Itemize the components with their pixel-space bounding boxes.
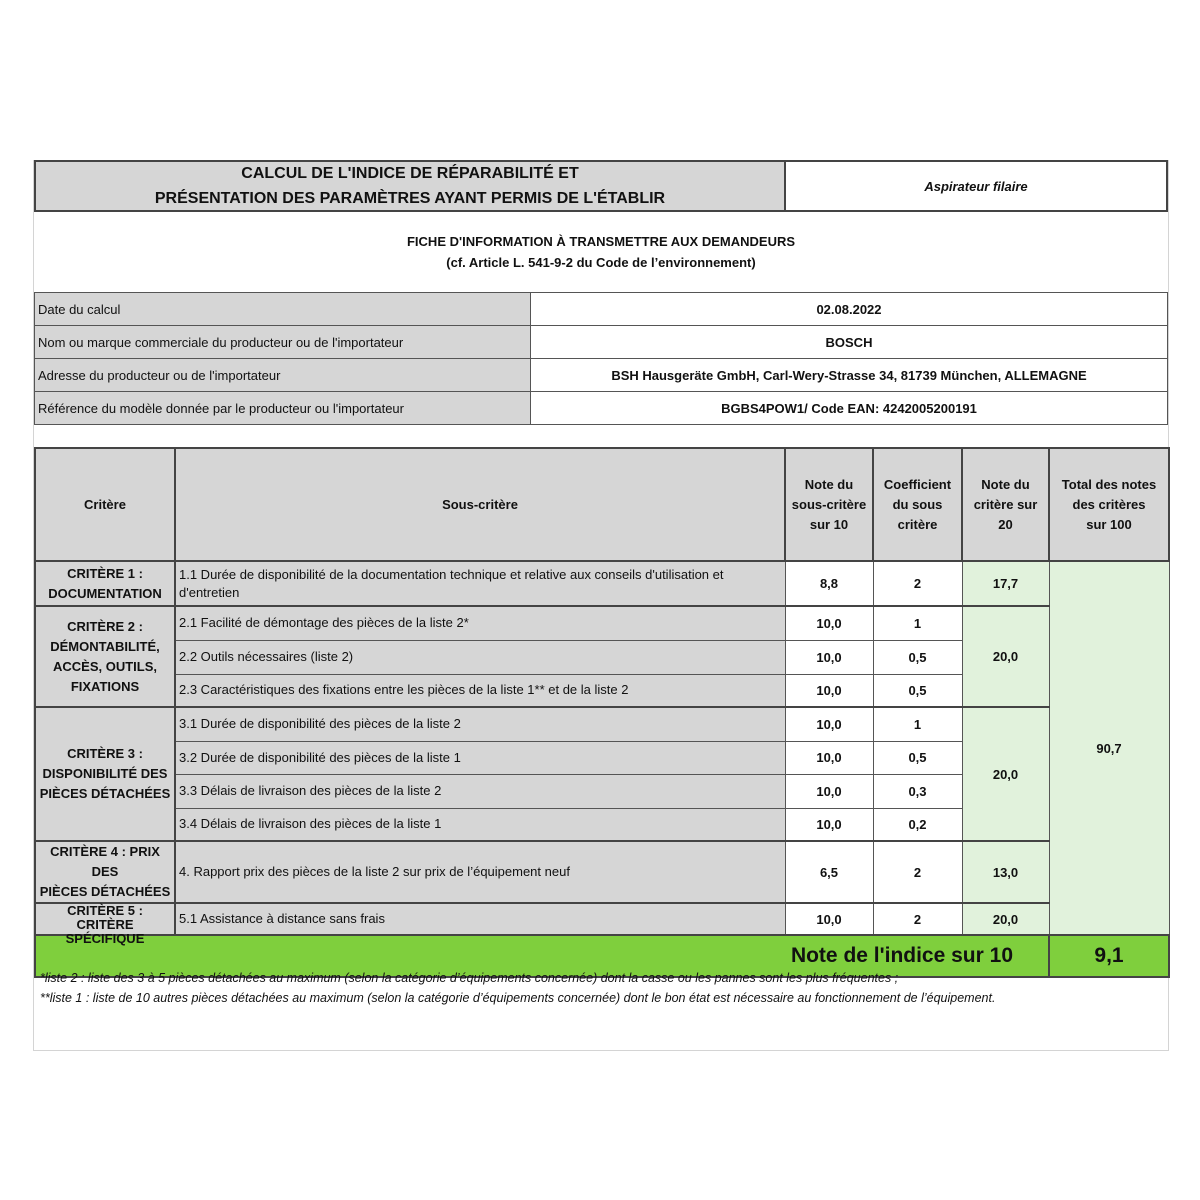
criterion-score: 20,0 <box>962 903 1049 935</box>
score-table-header <box>35 448 1169 561</box>
info-label: Nom ou marque commerciale du producteur ou de l'importateur <box>35 326 531 359</box>
title-line-2: PRÉSENTATION DES PARAMÈTRES AYANT PERMIS DE L'ÉTABLIR <box>154 190 666 207</box>
criterion-line: DISPONIBILITÉ DES <box>42 766 168 781</box>
criterion-name <box>35 707 175 841</box>
info-label: Référence du modèle donnée par le producteur ou l'importateur <box>35 392 531 425</box>
header-line: critère sur <box>973 496 1038 512</box>
criterion-line: DÉMONTABILITÉ, <box>50 638 160 654</box>
fiche-heading <box>34 212 1168 292</box>
subcriterion-label: 3.3 Délais de livraison des pièces de la liste 2 <box>175 774 785 808</box>
col-header-coefficient <box>873 448 962 561</box>
criterion-name <box>35 561 175 606</box>
subcriterion-label: 4. Rapport prix des pièces de la liste 2 sur prix de l’équipement neuf <box>175 841 785 903</box>
criterion-score: 13,0 <box>962 841 1049 903</box>
subcriterion-note: 6,5 <box>785 841 873 903</box>
document-title <box>34 160 784 212</box>
subcriterion-note: 10,0 <box>785 640 873 674</box>
total-score-100: 90,7 <box>1049 561 1169 935</box>
criterion-line: CRITÈRE 3 : <box>67 746 143 761</box>
criterion-line: ACCÈS, OUTILS, <box>52 658 157 674</box>
subcriterion-label: 2.2 Outils nécessaires (liste 2) <box>175 640 785 674</box>
fiche-line-1: FICHE D'INFORMATION À TRANSMETTRE AUX DEMANDEURS <box>406 234 796 249</box>
subcriterion-label: 5.1 Assistance à distance sans frais <box>175 903 785 935</box>
col-header-sous-critere: Sous-critère <box>175 448 785 561</box>
criterion-line: CRITÈRE 4 : PRIX DES <box>50 844 160 879</box>
col-header-total <box>1049 448 1169 561</box>
info-value: BSH Hausgeräte GmbH, Carl-Wery-Strasse 34, 81739 München, ALLEMAGNE <box>531 359 1168 392</box>
table-row <box>35 707 1169 741</box>
info-row-address <box>35 359 1168 392</box>
info-label: Adresse du producteur ou de l'importateur <box>35 359 531 392</box>
criterion-line: SPÉCIFIQUE <box>65 931 145 946</box>
subcriterion-note: 10,0 <box>785 903 873 935</box>
criterion-score: 17,7 <box>962 561 1049 606</box>
col-header-critere: Critère <box>35 448 175 561</box>
subcriterion-label: 3.4 Délais de livraison des pièces de la liste 1 <box>175 808 785 841</box>
subcriterion-coef: 0,5 <box>873 741 962 774</box>
subcriterion-coef: 2 <box>873 903 962 935</box>
subcriterion-label: 2.1 Facilité de démontage des pièces de la liste 2* <box>175 606 785 640</box>
criterion-line: FIXATIONS <box>70 678 140 694</box>
subcriterion-coef: 1 <box>873 707 962 741</box>
criterion-line: DOCUMENTATION <box>48 585 162 601</box>
table-row <box>35 561 1169 606</box>
subcriterion-note: 10,0 <box>785 707 873 741</box>
info-value: 02.08.2022 <box>531 293 1168 326</box>
subcriterion-coef: 0,5 <box>873 674 962 707</box>
subcriterion-label: 2.3 Caractéristiques des fixations entre les pièces de la liste 1** et de la liste 2 <box>175 674 785 707</box>
header-line: Note du <box>981 476 1030 492</box>
info-row-date <box>35 293 1168 326</box>
criterion-score: 20,0 <box>962 606 1049 707</box>
table-row <box>35 606 1169 640</box>
subcriterion-label: 3.1 Durée de disponibilité des pièces de la liste 2 <box>175 707 785 741</box>
product-type <box>784 160 1168 212</box>
criterion-line: CRITÈRE 1 : <box>67 565 143 581</box>
criterion-name <box>35 841 175 903</box>
header-line: Note du <box>804 476 854 492</box>
title-line-1: CALCUL DE L'INDICE DE RÉPARABILITÉ ET <box>241 165 579 182</box>
subcriterion-coef: 0,2 <box>873 808 962 841</box>
col-header-note-sous-critere <box>785 448 873 561</box>
subcriterion-note: 10,0 <box>785 674 873 707</box>
header-line: Coefficient <box>883 476 952 492</box>
header-line: des critères <box>1072 496 1146 512</box>
criterion-name-clip <box>38 903 172 946</box>
subcriterion-coef: 0,3 <box>873 774 962 808</box>
footnote: **liste 1 : liste de 10 autres pièces détachées au maximum (selon la catégorie d’équipements concernée) dont le bon état est nécessaire au fonctionnement de l’équipement. <box>40 991 996 1005</box>
criterion-name <box>35 606 175 707</box>
subcriterion-note: 8,8 <box>785 561 873 606</box>
subcriterion-note: 10,0 <box>785 774 873 808</box>
subcriterion-coef: 1 <box>873 606 962 640</box>
subcriterion-note: 10,0 <box>785 741 873 774</box>
header-line: sur 10 <box>809 516 849 532</box>
subcriterion-coef: 2 <box>873 561 962 606</box>
criterion-line: CRITÈRE 5 : CRITÈRE <box>67 903 143 932</box>
info-row-reference <box>35 392 1168 425</box>
criterion-line: PIÈCES DÉTACHÉES <box>39 786 171 801</box>
subcriterion-coef: 2 <box>873 841 962 903</box>
product-type-label: Aspirateur filaire <box>924 178 1028 194</box>
header-line: sous-critère <box>791 496 867 512</box>
table-row <box>35 903 1169 935</box>
info-value: BGBS4POW1/ Code EAN: 4242005200191 <box>531 392 1168 425</box>
info-value: BOSCH <box>531 326 1168 359</box>
criterion-line: CRITÈRE 2 : <box>67 618 143 634</box>
subcriterion-label: 1.1 Durée de disponibilité de la documentation technique et relative aux conseils d'utilisation et d'entretien <box>175 561 785 606</box>
col-header-note-critere <box>962 448 1049 561</box>
final-score-label: Note de l'indice sur 10 <box>35 935 1049 977</box>
header-line: Total des notes <box>1061 476 1157 492</box>
info-label: Date du calcul <box>35 293 531 326</box>
criterion-score: 20,0 <box>962 707 1049 841</box>
subcriterion-label: 3.2 Durée de disponibilité des pièces de la liste 1 <box>175 741 785 774</box>
header-line: critère <box>897 516 938 532</box>
criterion-name <box>35 903 175 946</box>
final-score-value: 9,1 <box>1049 935 1169 977</box>
table-row <box>35 841 1169 903</box>
producer-info-table <box>34 292 1168 425</box>
footnotes <box>40 968 1168 1008</box>
header-line: sur 100 <box>1086 516 1132 532</box>
subcriterion-note: 10,0 <box>785 606 873 640</box>
subcriterion-coef: 0,5 <box>873 640 962 674</box>
info-row-brand <box>35 326 1168 359</box>
criterion-line: PIÈCES DÉTACHÉES <box>39 884 171 899</box>
footnote: *liste 2 : liste des 3 à 5 pièces détachées au maximum (selon la catégorie d’équipements concernée) dont la casse ou les pannes sont les plus fréquentes ; <box>40 971 899 985</box>
repairability-sheet <box>33 160 1169 1051</box>
subcriterion-note: 10,0 <box>785 808 873 841</box>
score-table <box>34 447 1170 978</box>
header-line: 20 <box>998 516 1013 532</box>
fiche-line-2: (cf. Article L. 541-9-2 du Code de l’environnement) <box>446 255 756 270</box>
header-line: du sous <box>892 496 943 512</box>
